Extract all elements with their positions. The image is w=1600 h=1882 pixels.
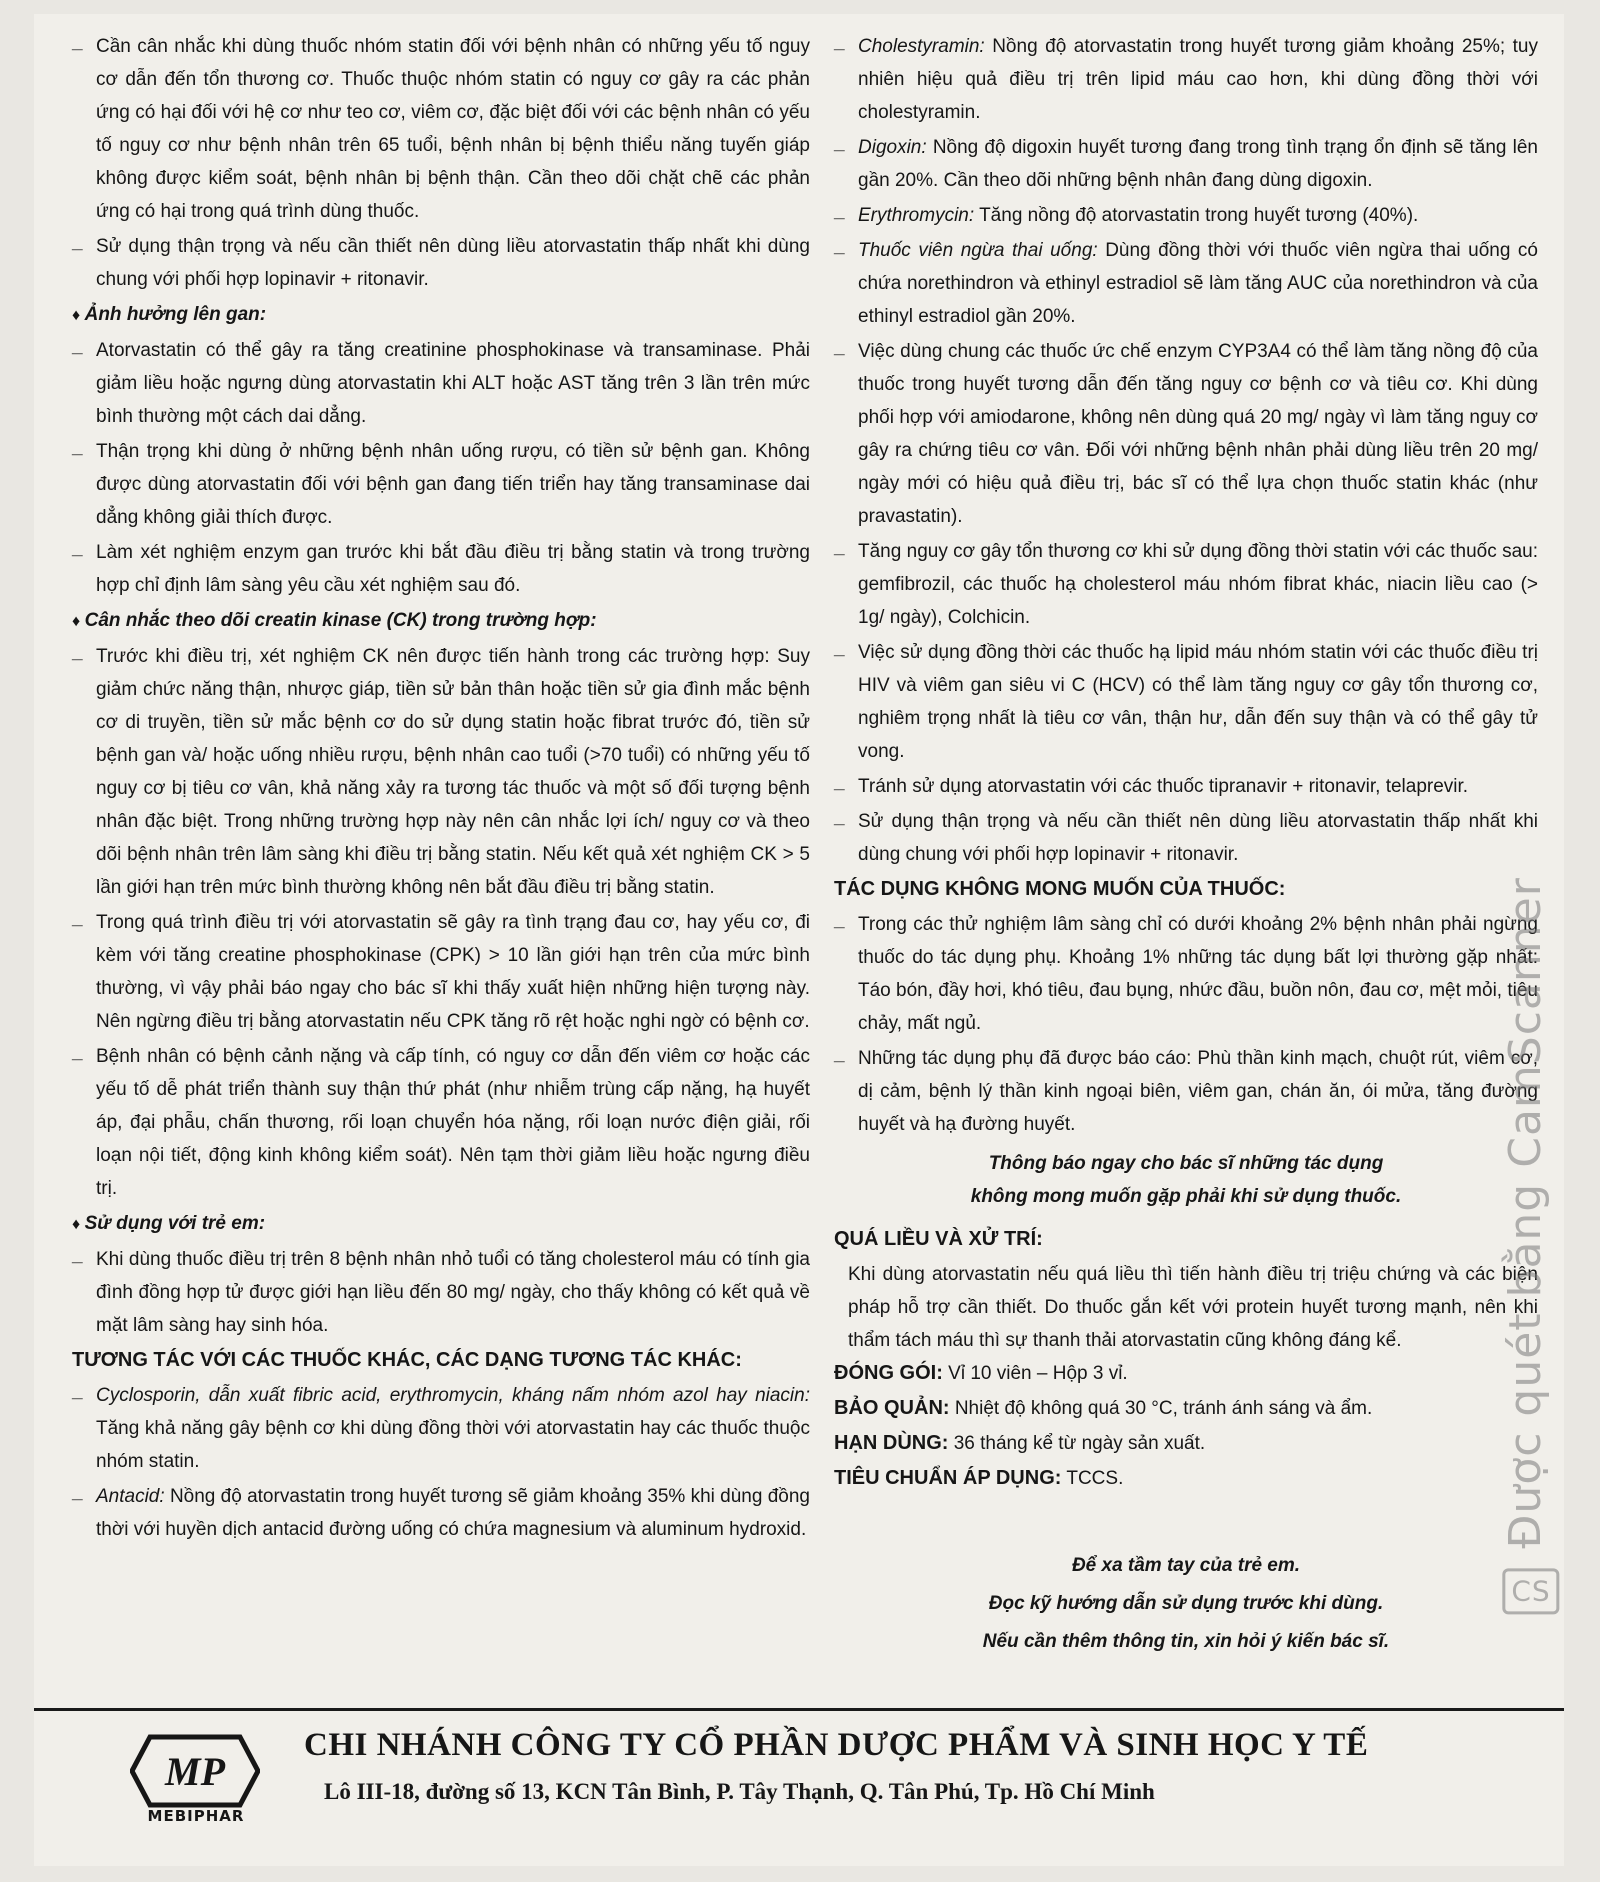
children-heading: ♦ Sử dụng với trẻ em:: [72, 1207, 810, 1241]
liver-item-1: _ Atorvastatin có thể gây ra tăng creatinine phosphokinase và transaminase. Phải giảm liều hoặc ngưng dùng atorvastatin khi ALT hoặc AST tăng trên 3 lần trên mức bình thường một cách dai dẳng.: [72, 334, 810, 433]
storage-label: BẢO QUẢN:: [834, 1397, 950, 1419]
precaution-lopinavir: _ Sử dụng thận trọng và nếu cần thiết nên dùng liều atorvastatin thấp nhất khi dùng chung với phối hợp lopinavir + ritonavir.: [72, 230, 810, 296]
interaction-cholestyramin-text: Nồng độ atorvastatin trong huyết tương giảm khoảng 25%; tuy nhiên hiệu quả điều trị trên lipid máu cao hơn, khi dùng đồng thời với cholestyramin.: [858, 36, 1538, 123]
right-column: [824, 14, 1564, 1708]
interaction-hiv-hcv: _ Việc sử dụng đồng thời các thuốc hạ lipid máu nhóm statin với các thuốc điều trị HIV và viêm gan siêu vi C (HCV) có thể làm tăng nguy cơ gây tổn thương cơ, nghiêm trọng nhất là tiêu cơ vân, thận hư, dẫn đến suy thận và có thể gây tử vong.: [834, 636, 1538, 768]
interaction-lopinavir: _ Sử dụng thận trọng và nếu cần thiết nên dùng liều atorvastatin thấp nhất khi dùng chung với phối hợp lopinavir + ritonavir.: [834, 805, 1538, 871]
adverse-effects-item-2: _ Những tác dụng phụ đã được báo cáo: Phù thần kinh mạch, chuột rút, viêm cơ, dị cảm, bệnh lý thần kinh ngoại biên, viêm gan, chán ăn, ói mửa, tăng đường huyết và hạ đường huyết.: [834, 1042, 1538, 1141]
ck-item-3: _ Bệnh nhân có bệnh cảnh nặng và cấp tính, có nguy cơ dẫn đến viêm cơ hoặc các yếu tố dễ phát triển thành suy thận thứ phát (như nhiễm trùng cấp nặng, hạ huyết áp, đại phẫu, chấn thương, rối loạn chuyển hóa nặng, rối loạn nước điện giải, rối loạn nội tiết, động kinh không kiểm soát). Nên tạm thời giảm liều hoặc ngưng điều trị.: [72, 1040, 810, 1205]
children-item: _ Khi dùng thuốc điều trị trên 8 bệnh nhân nhỏ tuổi có tăng cholesterol máu có tính gia đình đồng hợp tử được giới hạn liều đến 80 mg/ ngày, cho thấy không có kết quả về mặt lâm sàng hay sinh hóa.: [72, 1243, 810, 1342]
report-notice-line-1: Thông báo ngay cho bác sĩ những tác dụng: [988, 1153, 1384, 1174]
packaging-value: Vỉ 10 viên – Hộp 3 vỉ.: [942, 1363, 1128, 1384]
precaution-statin-muscle: _ Cần cân nhắc khi dùng thuốc nhóm statin đối với bệnh nhân có những yếu tố nguy cơ dẫn đến tổn thương cơ. Thuốc thuộc nhóm statin có nguy cơ gây ra các phản ứng có hại đối với hệ cơ như teo cơ, viêm cơ, đặc biệt đối với các bệnh nhân có yếu tố nguy cơ như bệnh nhân trên 65 tuổi, bệnh nhân bị bệnh thiểu năng tuyến giáp không được kiểm soát, bệnh nhân bị bệnh thận. Cần theo dõi chặt chẽ các phản ứng có hại trong quá trình dùng thuốc.: [72, 30, 810, 228]
left-column: [34, 14, 824, 1708]
packaging: [834, 1357, 1538, 1390]
overdose-text: Khi dùng atorvastatin nếu quá liều thì tiến hành điều trị triệu chứng và các biện pháp hỗ trợ cần thiết. Do thuốc gắn kết với protein huyết tương mạnh, nên khi thẩm tách máu thì sự thanh thải atorvastatin cũng không đáng kể.: [848, 1264, 1538, 1351]
liver-item-2: _ Thận trọng khi dùng ở những bệnh nhân uống rượu, có tiền sử bệnh gan. Không được dùng atorvastatin đối với bệnh gan đang tiến triển hay tăng transaminase dai dẳng không giải thích được.: [72, 435, 810, 534]
liver-heading: ♦ Ảnh hưởng lên gan:: [72, 298, 810, 332]
overdose-heading: QUÁ LIỀU VÀ XỬ TRÍ:: [834, 1228, 1043, 1250]
standard-value: TCCS.: [1061, 1468, 1124, 1489]
interaction-cholestyramin: [834, 30, 1538, 129]
interaction-cyclosporin: [72, 1379, 810, 1478]
interaction-contraceptive-text: Dùng đồng thời với thuốc viên ngừa thai uống có chứa norethindron và ethinyl estradiol sẽ làm tăng AUC của norethindron và của ethinyl estradiol gần 20%.: [858, 240, 1538, 327]
standard: [834, 1462, 1538, 1495]
report-notice: [834, 1147, 1538, 1213]
interaction-fibrate: _ Tăng nguy cơ gây tổn thương cơ khi sử dụng đồng thời statin với các thuốc sau: gemfibrozil, các thuốc hạ cholesterol máu nhóm fibrat khác, niacin liều cao (> 1g/ ngày), Colchicin.: [834, 535, 1538, 634]
interaction-tipranavir: _ Tránh sử dụng atorvastatin với các thuốc tipranavir + ritonavir, telaprevir.: [834, 770, 1538, 803]
interaction-contraceptive-drug: Thuốc viên ngừa thai uống:: [858, 240, 1098, 261]
closing-line-2: Đọc kỹ hướng dẫn sử dụng trước khi dùng.: [988, 1593, 1384, 1614]
shelf-life-value: 36 tháng kể từ ngày sản xuất.: [948, 1433, 1206, 1454]
storage-value: Nhiệt độ không quá 30 °C, tránh ánh sáng và ẩm.: [949, 1398, 1373, 1419]
interaction-erythromycin-text: Tăng nồng độ atorvastatin trong huyết tương (40%).: [974, 205, 1419, 226]
ck-item-1: _ Trước khi điều trị, xét nghiệm CK nên được tiến hành trong các trường hợp: Suy giảm chức năng thận, nhược giáp, tiền sử bản thân hoặc tiền sử gia đình mắc bệnh cơ di truyền, tiền sử mắc bệnh cơ do sử dụng statin hoặc fibrat trước đó, tiền sử bệnh gan và/ hoặc uống nhiều rượu, bệnh nhân cao tuổi (>70 tuổi) có những yếu tố nguy cơ bị tiêu cơ vân, khả năng xảy ra tương tác thuốc và một số đối tượng bệnh nhân đặc biệt. Trong những trường hợp này nên cân nhắc lợi ích/ nguy cơ và theo dõi bệnh nhân trên lâm sàng khi điều trị bằng statin. Nếu kết quả xét nghiệm CK > 5 lần giới hạn trên mức bình thường không nên bắt đầu điều trị bằng statin.: [72, 640, 810, 904]
interaction-antacid: [72, 1480, 810, 1546]
adverse-effects-item-1: _ Trong các thử nghiệm lâm sàng chỉ có dưới khoảng 2% bệnh nhân phải ngừng thuốc do tác dụng phụ. Khoảng 1% những tác dụng bất lợi thường gặp nhất: Táo bón, đầy hơi, khó tiêu, đau bụng, nhức đầu, buồn nôn, đau cơ, mệt mỏi, tiêu chảy, mất ngủ.: [834, 908, 1538, 1040]
closing-advice: [834, 1547, 1538, 1661]
interactions-heading: TƯƠNG TÁC VỚI CÁC THUỐC KHÁC, CÁC DẠNG TƯƠNG TÁC KHÁC:: [72, 1349, 742, 1371]
packaging-label: ĐÓNG GÓI:: [834, 1362, 943, 1384]
shelf-life: [834, 1427, 1538, 1460]
interaction-digoxin-text: Nồng độ digoxin huyết tương đang trong tình trạng ổn định sẽ tăng lên gần 20%. Cần theo dõi những bệnh nhân đang dùng digoxin.: [858, 137, 1538, 191]
storage: [834, 1392, 1538, 1425]
manufacturer-footer: [34, 1708, 1564, 1838]
report-notice-line-2: không mong muốn gặp phải khi sử dụng thuốc.: [970, 1186, 1402, 1207]
interaction-antacid-text: Nồng độ atorvastatin trong huyết tương sẽ giảm khoảng 35% khi dùng đồng thời với huyền dịch antacid đường uống có chứa magnesium và aluminum hydroxid.: [96, 1486, 810, 1540]
camscanner-badge: CS: [1502, 1568, 1559, 1614]
interaction-erythromycin: [834, 199, 1538, 232]
ck-heading: ♦ Cân nhắc theo dõi creatin kinase (CK) trong trường hợp:: [72, 604, 810, 638]
shelf-life-label: HẠN DÙNG:: [834, 1432, 949, 1454]
logo-wordmark: MEBIPHAR: [147, 1807, 245, 1825]
closing-line-3: Nếu cần thêm thông tin, xin hỏi ý kiến bác sĩ.: [982, 1631, 1390, 1652]
camscanner-watermark: [1500, 620, 1554, 1620]
camscanner-text: Được quét bằng CamScanner: [1500, 877, 1551, 1549]
interaction-erythromycin-drug: Erythromycin:: [858, 205, 975, 226]
interaction-cholestyramin-drug: Cholestyramin:: [858, 36, 985, 57]
logo-mark: MP: [165, 1749, 225, 1794]
interaction-contraceptive: [834, 234, 1538, 333]
leaflet-body: [34, 14, 1564, 1708]
interaction-cyclosporin-drugs: Cyclosporin, dẫn xuất fibric acid, erythromycin, kháng nấm nhóm azol hay niacin:: [96, 1385, 810, 1406]
interaction-cyclosporin-text: Tăng khả năng gây bệnh cơ khi dùng đồng thời với atorvastatin hay các thuốc thuộc nhóm statin.: [96, 1418, 810, 1472]
company-address: Lô III-18, đường số 13, KCN Tân Bình, P. Tây Thạnh, Q. Tân Phú, Tp. Hồ Chí Minh: [324, 1779, 1155, 1804]
closing-line-1: Để xa tầm tay của trẻ em.: [1071, 1555, 1301, 1576]
company-name: CHI NHÁNH CÔNG TY CỔ PHẦN DƯỢC PHẨM VÀ SINH HỌC Y TẾ: [304, 1727, 1369, 1763]
liver-item-3: _ Làm xét nghiệm enzym gan trước khi bắt đầu điều trị bằng statin và trong trường hợp chỉ định lâm sàng yêu cầu xét nghiệm sau đó.: [72, 536, 810, 602]
interaction-cyp3a4: _ Việc dùng chung các thuốc ức chế enzym CYP3A4 có thể làm tăng nồng độ của thuốc trong huyết tương dẫn đến tăng nguy cơ bệnh cơ và tiêu cơ. Khi dùng phối hợp với amiodarone, không nên dùng quá 20 mg/ ngày vì làm tăng nguy cơ gây ra chứng tiêu cơ vân. Đối với những bệnh nhân phải dùng liều trên 20 mg/ ngày mới có hiệu quả điều trị, bác sĩ có thể lựa chọn thuốc statin khác (như pravastatin).: [834, 335, 1538, 533]
standard-label: TIÊU CHUẨN ÁP DỤNG:: [834, 1467, 1062, 1489]
leaflet-page: [34, 14, 1564, 1866]
ck-item-2: _ Trong quá trình điều trị với atorvastatin sẽ gây ra tình trạng đau cơ, hay yếu cơ, đi kèm với tăng creatine phosphokinase (CPK) > 10 lần giới hạn trên của mức bình thường, vì vậy phải báo ngay cho bác sĩ khi thấy xuất hiện những hiện tượng này. Nên ngừng điều trị bằng atorvastatin nếu CPK tăng rõ rệt hoặc nghi ngờ có bệnh cơ.: [72, 906, 810, 1038]
adverse-effects-heading: TÁC DỤNG KHÔNG MONG MUỐN CỦA THUỐC:: [834, 878, 1286, 900]
interaction-antacid-drug: Antacid:: [96, 1486, 165, 1507]
interaction-digoxin: [834, 131, 1538, 197]
interaction-digoxin-drug: Digoxin:: [858, 137, 927, 158]
